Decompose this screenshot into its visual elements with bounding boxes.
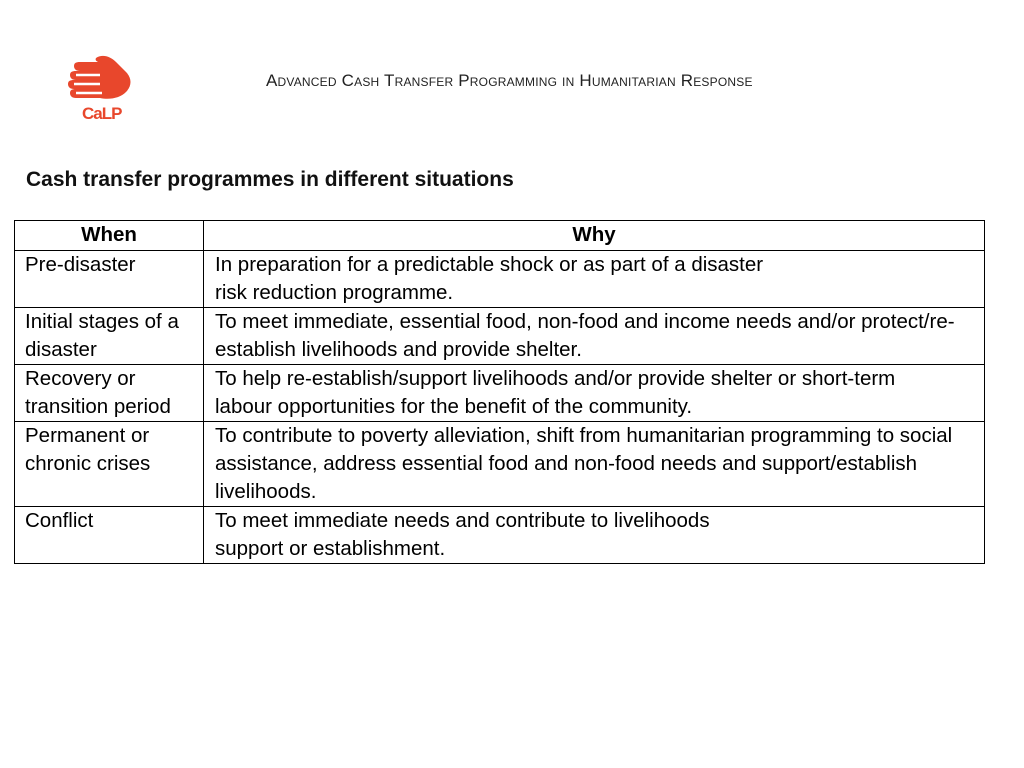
when-line: transition period (25, 395, 171, 418)
column-header-why: Why (204, 221, 985, 251)
when-line: Pre-disaster (25, 253, 136, 276)
why-line: risk reduction programme. (215, 281, 454, 304)
when-line: Initial stages of a (25, 310, 179, 333)
when-line: disaster (25, 338, 97, 361)
calp-logo (66, 54, 136, 128)
why-line: To meet immediate needs and contribute to livelihoods (215, 509, 710, 532)
when-cell (15, 308, 204, 365)
why-line: livelihoods. (215, 480, 317, 503)
why-line: establish livelihoods and provide shelter. (215, 338, 582, 361)
why-line: To help re-establish/support livelihoods and/or provide shelter or short-term (215, 367, 896, 390)
when-cell (15, 507, 204, 564)
when-cell (15, 251, 204, 308)
why-line: To meet immediate, essential food, non-food and income needs and/or protect/re- (215, 310, 955, 333)
header-title: Advanced Cash Transfer Programming in Humanitarian Response (266, 71, 753, 90)
situations-table (14, 220, 985, 564)
why-cell (204, 422, 985, 507)
table-row (15, 422, 985, 507)
when-line: Recovery or (25, 367, 136, 390)
section-title: Cash transfer programmes in different situations (26, 168, 514, 191)
table-header-row (15, 221, 985, 251)
table-row (15, 365, 985, 422)
when-line: chronic crises (25, 452, 151, 475)
when-cell (15, 365, 204, 422)
why-line: support or establishment. (215, 537, 446, 560)
when-line: Conflict (25, 509, 94, 532)
table-row (15, 308, 985, 365)
when-line: Permanent or (25, 424, 150, 447)
why-line: labour opportunities for the benefit of the community. (215, 395, 693, 418)
why-line: To contribute to poverty alleviation, shift from humanitarian programming to social (215, 424, 953, 447)
table-row (15, 507, 985, 564)
hand-icon (66, 54, 136, 104)
why-cell (204, 507, 985, 564)
when-cell (15, 422, 204, 507)
column-header-when: When (15, 221, 204, 251)
why-cell (204, 251, 985, 308)
table-row (15, 251, 985, 308)
why-cell (204, 365, 985, 422)
why-line: assistance, address essential food and non-food needs and support/establish (215, 452, 918, 475)
why-line: In preparation for a predictable shock or as part of a disaster (215, 253, 764, 276)
logo-text: CaLP (82, 104, 122, 123)
why-cell (204, 308, 985, 365)
